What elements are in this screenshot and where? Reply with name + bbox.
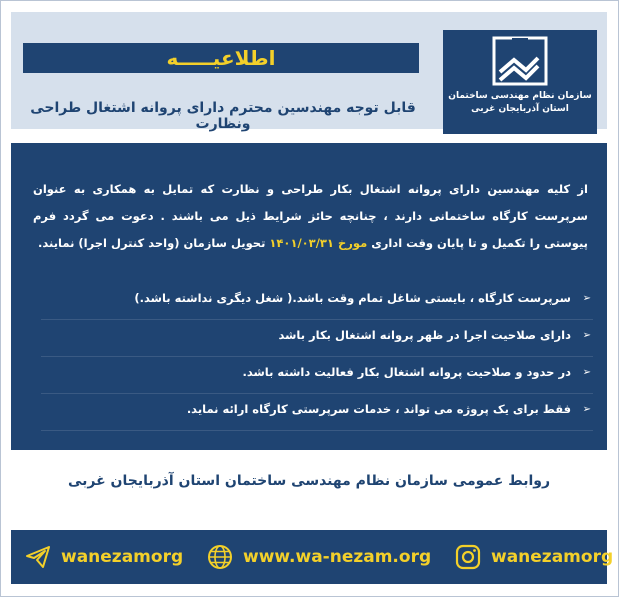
- telegram-icon: [25, 544, 51, 570]
- announcement-body: [11, 143, 607, 450]
- announcement-paragraph: [33, 176, 588, 257]
- logo-emblem-icon: [492, 36, 548, 86]
- page-subtitle: قابل توجه مهندسین محترم دارای پروانه اشتغال طراحی ونظارت: [30, 100, 416, 132]
- organization-logo: [443, 30, 597, 134]
- website-url[interactable]: www.wa-nezam.org: [243, 547, 432, 567]
- telegram-contact[interactable]: [25, 530, 183, 584]
- list-item: ➢ در حدود و صلاحیت پروانه اشتغال بکار فعالیت داشته باشد.: [41, 365, 593, 394]
- deadline-date: مورخ ۱۴۰۱/۰۳/۳۱: [269, 236, 368, 250]
- logo-line-2: استان آذربایجان غربی: [471, 104, 569, 114]
- conditions-list: [41, 291, 593, 439]
- title-bar: [23, 43, 419, 73]
- header-panel: [11, 12, 607, 132]
- contact-bar: [11, 530, 614, 584]
- logo-line-1: سازمان نظام مهندسی ساختمان: [448, 91, 592, 101]
- list-item: ➢ سرپرست کارگاه ، بایستی شاغل تمام وقت باشد.( شغل دیگری نداشته باشد.): [41, 291, 593, 320]
- list-item: ➢ فقط برای یک پروژه می تواند ، خدمات سرپرستی کارگاه ارائه نماید.: [41, 402, 593, 431]
- page-title: اطلاعیـــــه: [166, 46, 276, 70]
- website-contact[interactable]: [207, 530, 431, 584]
- instagram-handle[interactable]: wanezamorg: [491, 547, 614, 567]
- instagram-contact[interactable]: [455, 530, 613, 584]
- list-item: ➢ دارای صلاحیت اجرا در ظهر پروانه اشتغال بکار باشد: [41, 328, 593, 357]
- globe-icon: [207, 544, 233, 570]
- signature-line: روابط عمومی سازمان نظام مهندسی ساختمان استان آذربایجان غربی: [67, 473, 551, 489]
- paragraph-end: تحویل سازمان (واحد کنترل اجرا) نمایند.: [38, 236, 270, 250]
- instagram-icon: [455, 544, 481, 570]
- logo-caption: [447, 90, 593, 116]
- telegram-handle[interactable]: wanezamorg: [61, 547, 184, 567]
- paragraph-start: از کلیه مهندسین دارای پروانه اشتغال بکار طراحی و نظارت که تمایل به همکاری به عنوان سرپرست کارگاه ساختمانی دارند ، چنانچه حائز شرایط ذیل می باشند . دعوت می گردد فرم پیوستی را تکمیل و تا پایان وقت اداری: [33, 182, 588, 250]
